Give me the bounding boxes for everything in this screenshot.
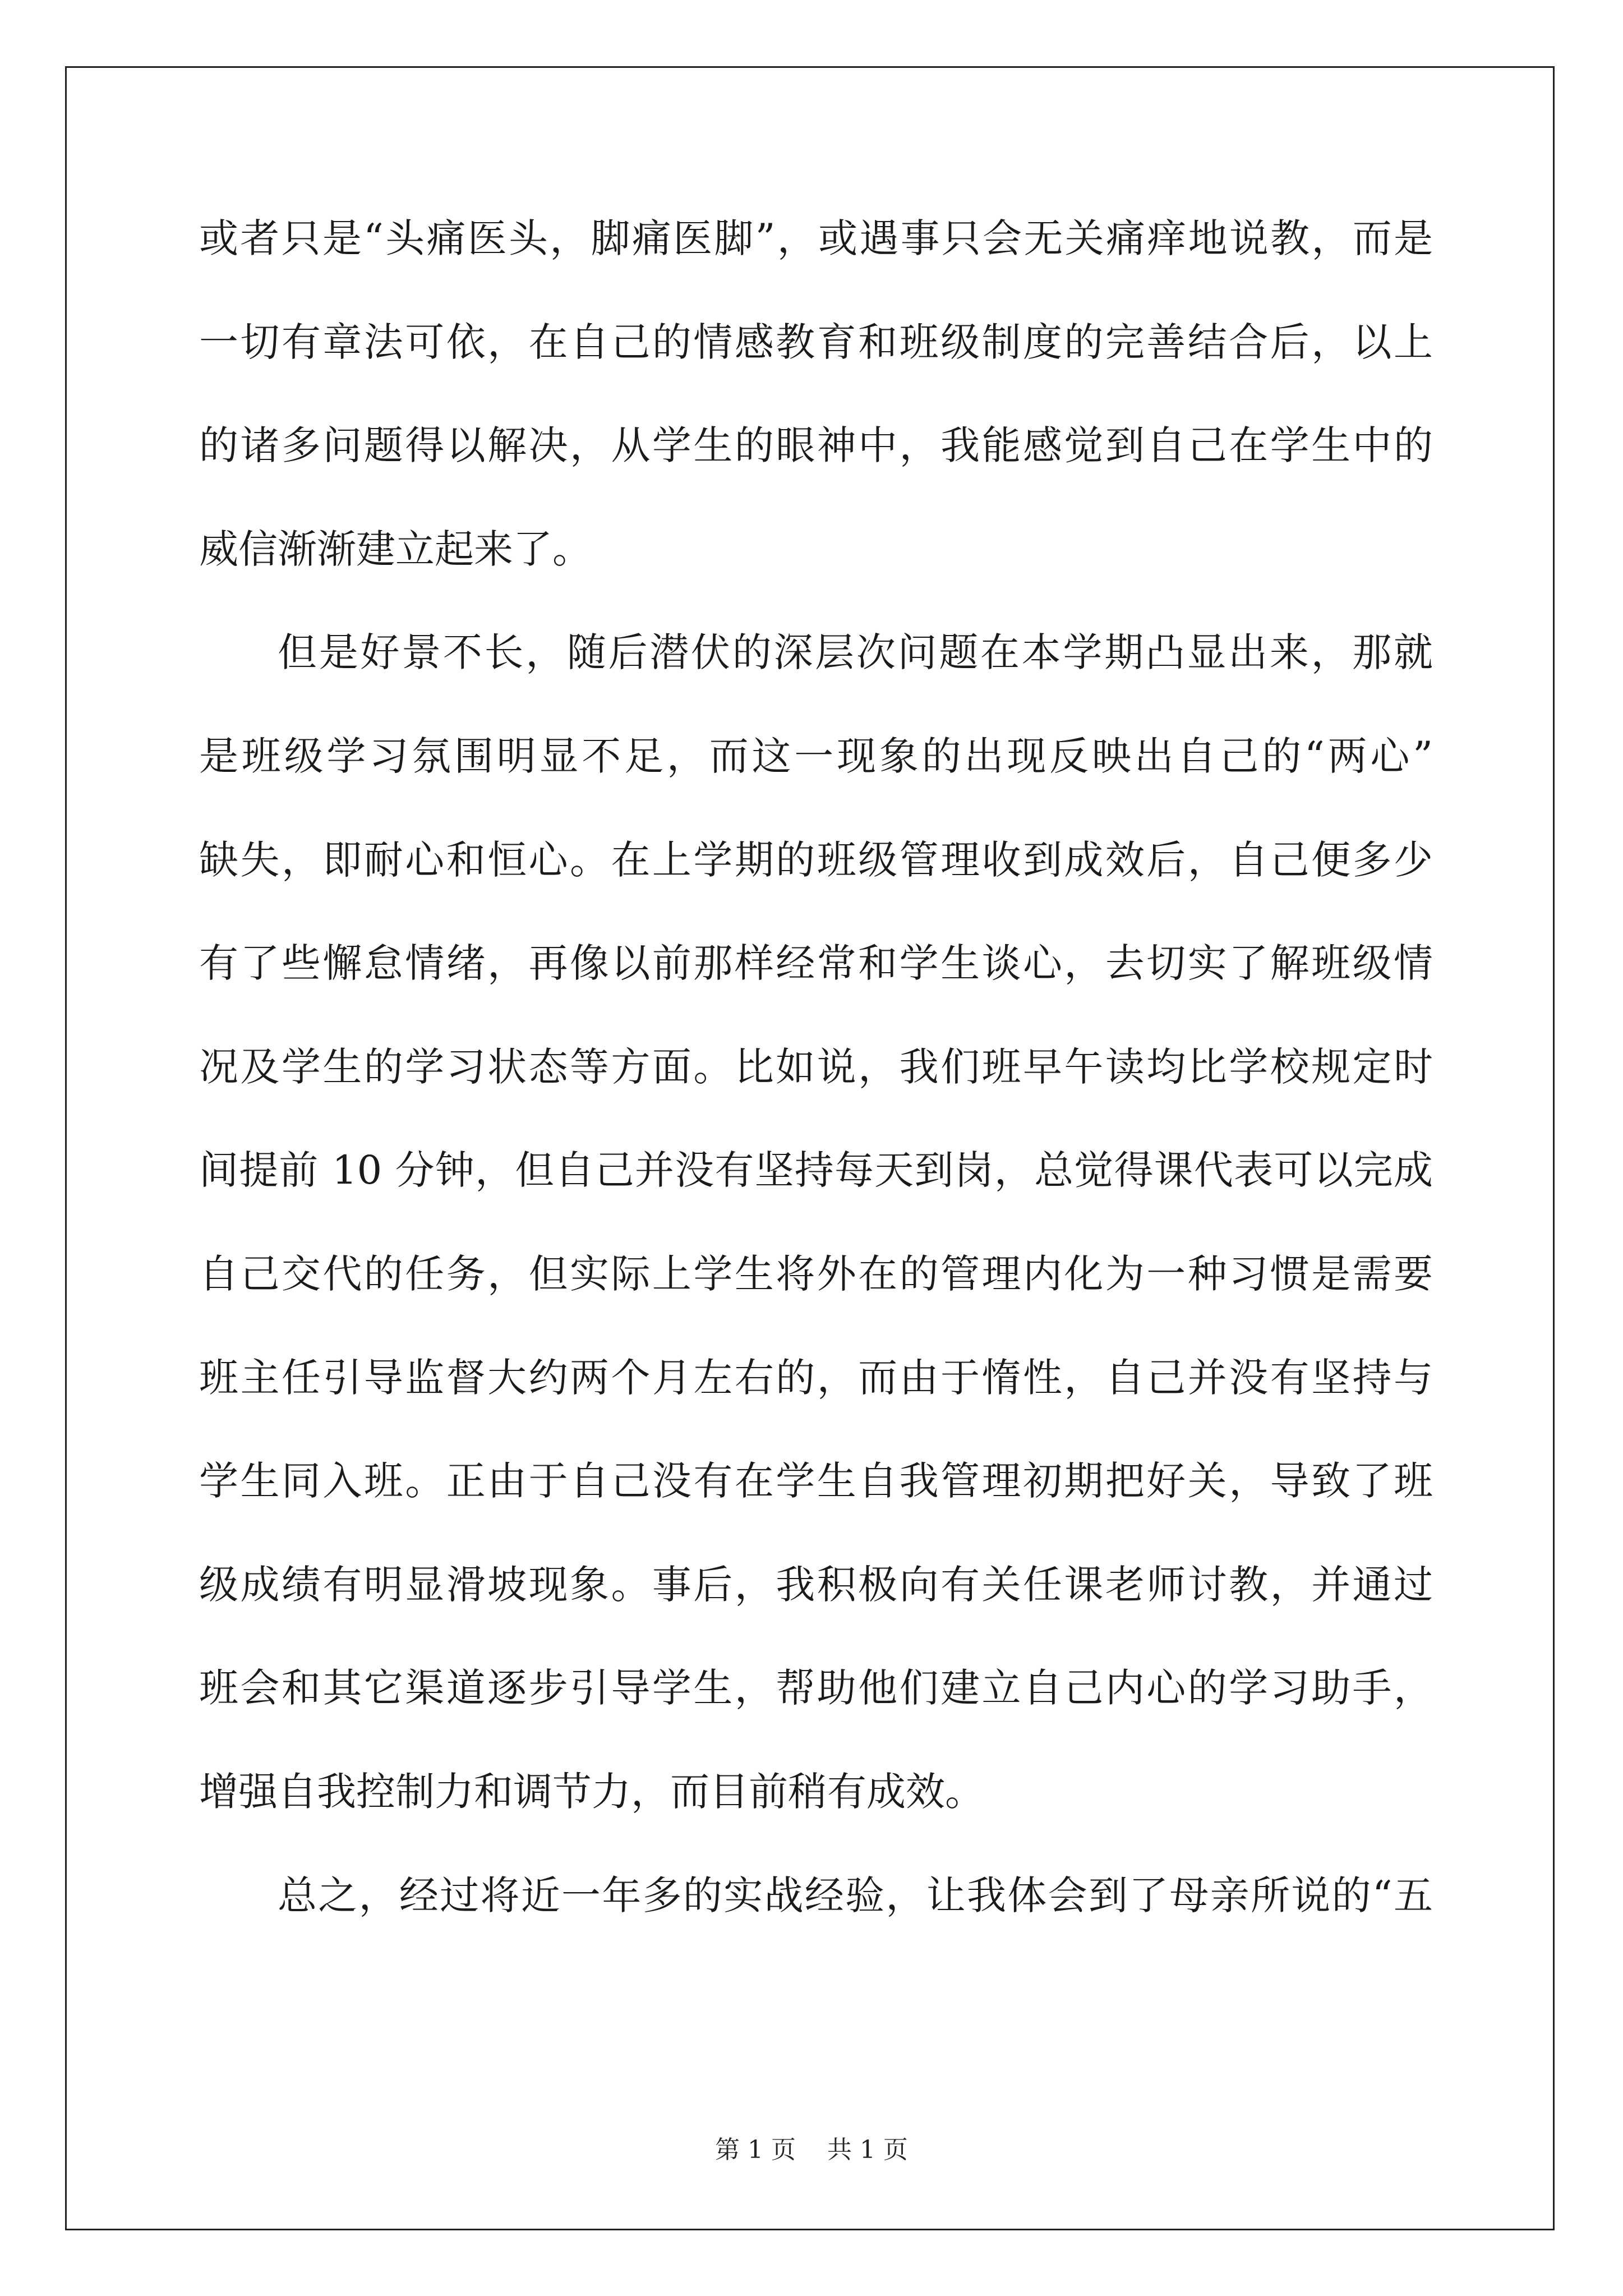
text-line: 的诸多问题得以解决，从学生的眼神中，我能感觉到自己在学生中的: [199, 422, 1433, 469]
text-line: 威信渐渐建立起来了。: [199, 526, 592, 572]
text-line: 缺失，即耐心和恒心。在上学期的班级管理收到成效后，自己便多少: [199, 836, 1433, 883]
text-line: 级成绩有明显滑坡现象。事后，我积极向有关任课老师讨教，并通过: [199, 1561, 1433, 1608]
text-line: 是班级学习氛围明显不足，而这一现象的出现反映出自己的“两心”: [199, 733, 1433, 779]
text-line: 有了些懈怠情绪，再像以前那样经常和学生谈心，去切实了解班级情: [199, 940, 1433, 987]
text-line: 班主任引导监督大约两个月左右的，而由于惰性，自己并没有坚持与: [199, 1354, 1433, 1401]
text-line: 增强自我控制力和调节力，而目前稍有成效。: [199, 1768, 984, 1815]
text-line: 间提前 10 分钟，但自己并没有坚持每天到岗，总觉得课代表可以完成: [199, 1147, 1433, 1194]
text-line: 学生同入班。正由于自己没有在学生自我管理初期把好关，导致了班: [199, 1458, 1433, 1504]
text-line: 班会和其它渠道逐步引导学生，帮助他们建立自己内心的学习助手，: [199, 1665, 1433, 1711]
body-text: [199, 216, 1433, 1976]
text-line: 一切有章法可依，在自己的情感教育和班级制度的完善结合后，以上: [199, 319, 1433, 365]
text-line: 总之，经过将近一年多的实战经验，让我体会到了母亲所说的“五: [278, 1872, 1433, 1918]
text-line: 自己交代的任务，但实际上学生将外在的管理内化为一种习惯是需要: [199, 1250, 1433, 1297]
text-line: 或者只是“头痛医头，脚痛医脚”，或遇事只会无关痛痒地说教，而是: [199, 215, 1433, 261]
text-line: 但是好景不长，随后潜伏的深层次问题在本学期凸显出来，那就: [278, 629, 1433, 676]
page-footer: 第 1 页 共 1 页: [715, 2136, 908, 2164]
text-line: 况及学生的学习状态等方面。比如说，我们班早午读均比学校规定时: [199, 1043, 1433, 1090]
